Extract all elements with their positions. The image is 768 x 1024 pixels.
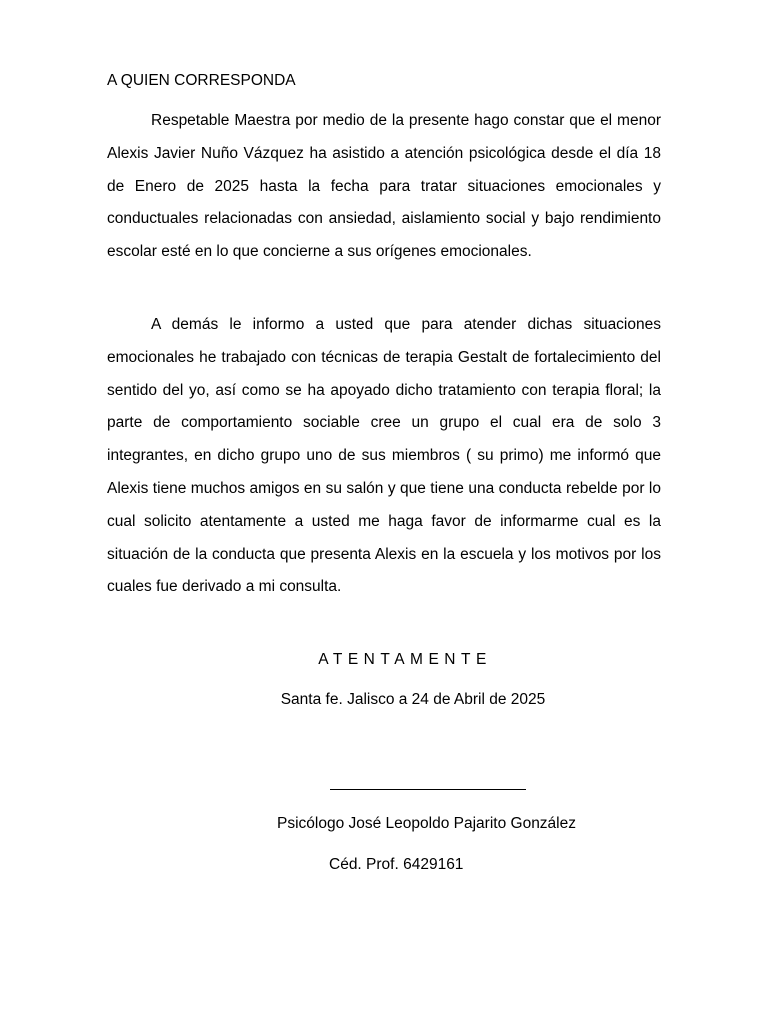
signer-name: Psicólogo José Leopoldo Pajarito González — [277, 815, 576, 832]
place-and-date: Santa fe. Jalisco a 24 de Abril de 2025 — [280, 691, 546, 708]
letter-heading: A QUIEN CORRESPONDA — [107, 72, 296, 89]
closing-salutation: ATENTAMENTE — [318, 651, 492, 668]
professional-license: Céd. Prof. 6429161 — [329, 856, 464, 873]
body-paragraph-1: Respetable Maestra por medio de la presente hago constar que el menor Alexis Javier Nuño Vázquez ha asistido a atención psicológica desde el día 18 de Enero de 2025 hasta la fecha para tratar situaciones emocionales y conductuales relacionadas con ansiedad, aislamiento social y bajo rendimiento escolar esté en lo que concierne a sus orígenes emocionales. — [107, 112, 661, 261]
signature-line — [330, 789, 526, 790]
body-paragraph-2: A demás le informo a usted que para atender dichas situaciones emocionales he trabajado con técnicas de terapia Gestalt de fortalecimiento del sentido del yo, así como se ha apoyado dicho tratamiento con terapia floral; la parte de comportamiento sociable cree un grupo el cual era de solo 3 integrantes, en dicho grupo uno de sus miembros ( su primo) me informó que Alexis tiene muchos amigos en su salón y que tiene una conducta rebelde por lo cual solicito atentamente a usted me haga favor de informarme cual es la situación de la conducta que presenta Alexis en la escuela y los motivos por los cuales fue derivado a mi consulta. — [107, 316, 661, 596]
